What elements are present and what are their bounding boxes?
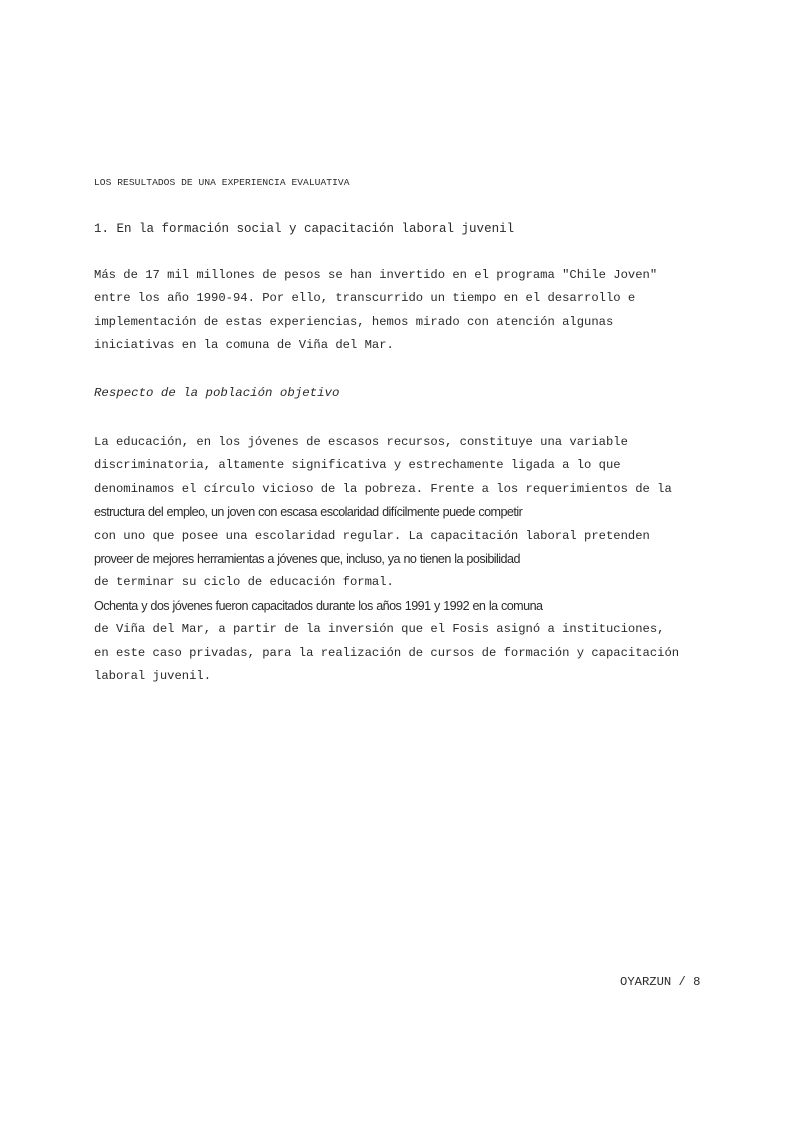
- subheading-poblacion-objetivo: Respecto de la población objetivo: [94, 386, 340, 400]
- paragraph-line: discriminatoria, altamente significativa y estrechamente ligada a lo que: [94, 458, 621, 473]
- paragraph-line: de Viña del Mar, a partir de la inversión que el Fosis asignó a instituciones,: [94, 622, 665, 637]
- paragraph-line: de terminar su ciclo de educación formal.: [94, 575, 394, 590]
- paragraph-line: con uno que posee una escolaridad regular. La capacitación laboral pretenden: [94, 528, 650, 543]
- paragraph-line: entre los año 1990-94. Por ello, transcurrido un tiempo en el desarrollo e: [94, 291, 636, 306]
- paragraph-line: en este caso privadas, para la realización de cursos de formación y capacitación: [94, 645, 680, 660]
- paragraph-line: La educación, en los jóvenes de escasos recursos, constituye una variable: [94, 435, 628, 449]
- page-footer: OYARZUN / 8: [620, 975, 701, 989]
- paragraph-line: implementación de estas experiencias, hemos mirado con atención algunas: [94, 314, 614, 329]
- paragraph-educacion: [94, 431, 714, 688]
- document-heading: LOS RESULTADOS DE UNA EXPERIENCIA EVALUATIVA: [94, 177, 350, 188]
- paragraph-intro: [94, 264, 714, 358]
- paragraph-line: iniciativas en la comuna de Viña del Mar.: [94, 338, 394, 353]
- paragraph-line: denominamos el círculo vicioso de la pobreza. Frente a los requerimientos de la: [94, 481, 672, 496]
- paragraph-line: estructura del empleo, un joven con escasa escolaridad difícilmente puede competir: [94, 505, 523, 520]
- paragraph-line: laboral juvenil.: [94, 669, 212, 684]
- section-title: 1. En la formación social y capacitación laboral juvenil: [94, 222, 515, 236]
- paragraph-line: Ochenta y dos jóvenes fueron capacitados durante los años 1991 y 1992 en la comuna: [94, 598, 543, 613]
- paragraph-line: proveer de mejores herramientas a jóvenes que, incluso, ya no tienen la posibilidad: [94, 552, 520, 567]
- paragraph-line: Más de 17 mil millones de pesos se han invertido en el programa "Chile Joven": [94, 268, 658, 282]
